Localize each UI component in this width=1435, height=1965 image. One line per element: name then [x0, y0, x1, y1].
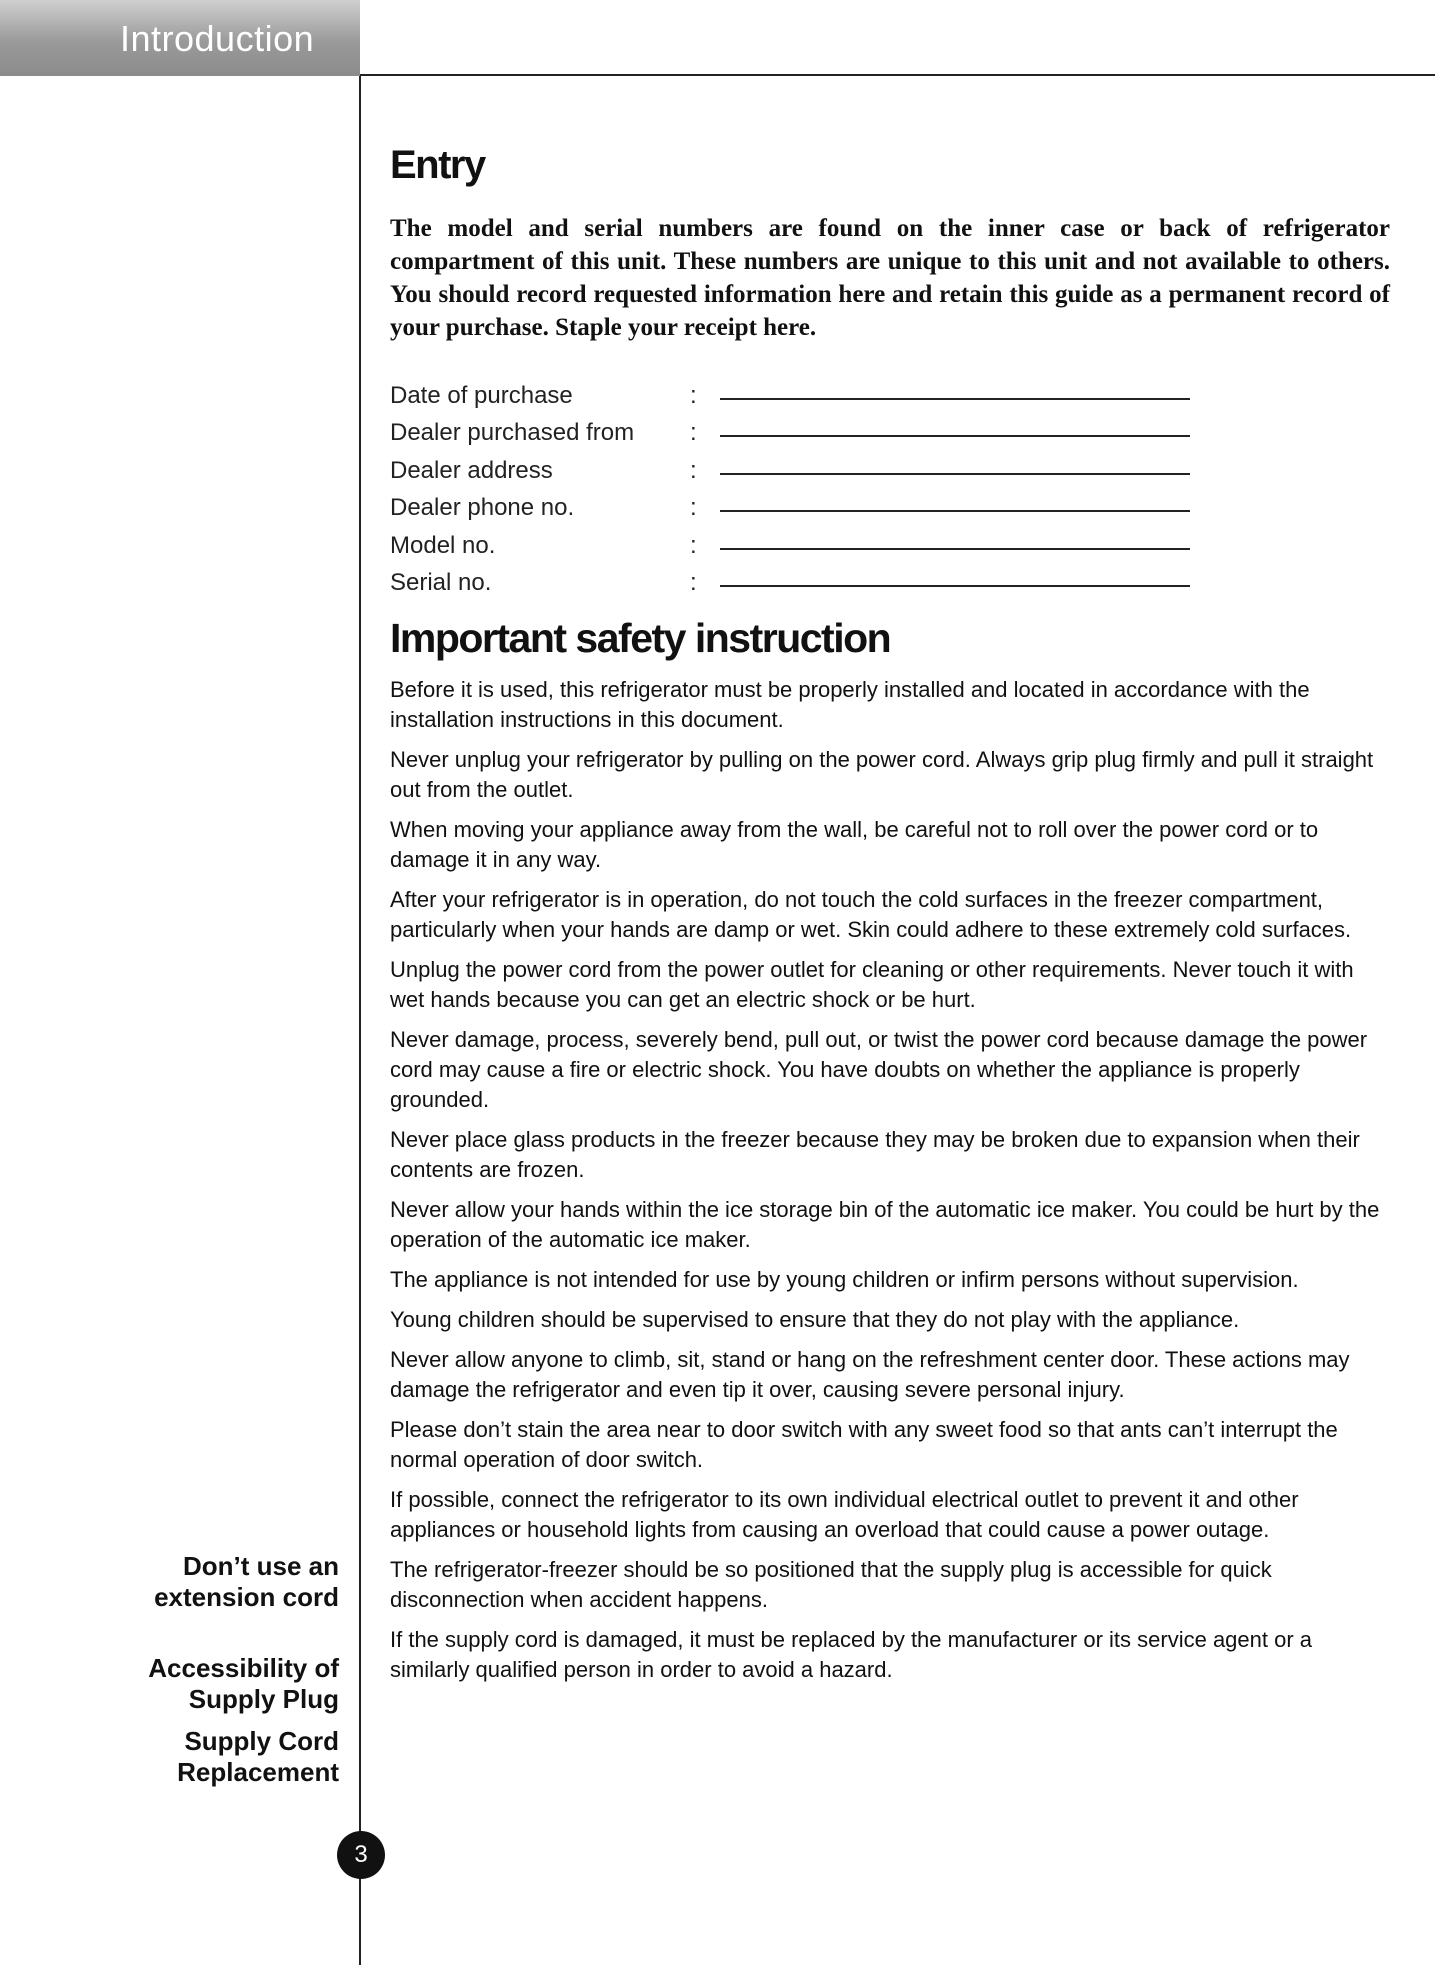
form-row	[390, 560, 1390, 598]
sidenote-line: Supply Plug	[188, 1684, 339, 1714]
field-colon: :	[690, 381, 697, 409]
sidenote-line: Don’t use an	[182, 1551, 339, 1581]
safety-paragraph-extension-cord: If possible, connect the refrigerator to its own individual electrical outlet to prevent it and other appliances or household lights from causing an overload that could cause a power outage.	[390, 1487, 1299, 1542]
field-colon: :	[690, 494, 697, 521]
field-label: Dealer purchased from	[390, 419, 635, 446]
form-row	[390, 485, 1390, 523]
section-tab-label: Introduction	[120, 18, 315, 59]
safety-paragraph: The appliance is not intended for use by young children or infirm persons without supervision.	[390, 1267, 1299, 1292]
sidenote-extension-cord	[154, 1551, 339, 1613]
dealer-phone-line[interactable]	[720, 490, 1190, 512]
sidenote-line: Replacement	[177, 1757, 339, 1787]
field-colon: :	[690, 531, 697, 559]
sidenote-line: extension cord	[154, 1582, 339, 1612]
dealer-address-line[interactable]	[720, 453, 1190, 475]
safety-paragraph: Young children should be supervised to ensure that they do not play with the appliance.	[390, 1307, 1240, 1332]
field-label: Dealer phone no.	[390, 494, 575, 521]
form-row	[390, 372, 1390, 410]
main-content	[390, 130, 1390, 1695]
page-number: 3	[337, 1831, 385, 1879]
sidenote-supply-plug	[148, 1653, 339, 1715]
field-label: Model no.	[390, 531, 496, 559]
safety-paragraph: Never place glass products in the freezer because they may be broken due to expansion when their contents are frozen.	[390, 1127, 1360, 1182]
safety-paragraph: Never unplug your refrigerator by pulling on the power cord. Always grip plug firmly and pull it straight out from the outlet.	[390, 747, 1374, 802]
form-row	[390, 447, 1390, 485]
serial-no-line[interactable]	[720, 565, 1190, 587]
field-label: Serial no.	[390, 569, 492, 596]
sidenote-line: Accessibility of	[148, 1653, 339, 1683]
form-row	[390, 522, 1390, 560]
purchase-record-form	[390, 372, 1390, 597]
safety-paragraph: When moving your appliance away from the wall, be careful not to roll over the power cord or to damage it in any way.	[390, 817, 1319, 872]
margin-rule	[359, 76, 361, 1965]
safety-paragraph-supply-plug: The refrigerator-freezer should be so positioned that the supply plug is accessible for quick disconnection when accident happens.	[390, 1557, 1272, 1612]
field-label: Dealer address	[390, 456, 553, 484]
section-tab	[0, 0, 360, 76]
field-colon: :	[690, 419, 697, 446]
sidenote-supply-cord	[177, 1726, 339, 1788]
header-rule	[360, 74, 1435, 76]
dealer-purchased-from-line[interactable]	[720, 415, 1190, 437]
safety-paragraph: Never allow anyone to climb, sit, stand or hang on the refreshment center door. These actions may damage the refrigerator and even tip it over, causing severe personal injury.	[390, 1347, 1350, 1402]
field-colon: :	[690, 456, 697, 484]
safety-paragraph: Unplug the power cord from the power outlet for cleaning or other requirements. Never touch it with wet hands because you can get an electric shock or be hurt.	[390, 957, 1354, 1012]
sidenote-line: Supply Cord	[184, 1726, 339, 1756]
model-no-line[interactable]	[720, 528, 1190, 550]
entry-title: Entry	[390, 143, 485, 187]
safety-paragraph: Before it is used, this refrigerator must be properly installed and located in accordance with the installation instructions in this document.	[390, 677, 1310, 732]
safety-paragraph: Never damage, process, severely bend, pull out, or twist the power cord because damage the power cord may cause a fire or electric shock. You have doubts on whether the appliance is properly grounded.	[390, 1027, 1368, 1112]
safety-paragraph-supply-cord: If the supply cord is damaged, it must be replaced by the manufacturer or its service agent or a similarly qualified person in order to avoid a hazard.	[390, 1627, 1313, 1682]
field-label: Date of purchase	[390, 381, 573, 409]
safety-paragraph: After your refrigerator is in operation, do not touch the cold surfaces in the freezer compartment, particularly when your hands are damp or wet. Skin could adhere to these extremely cold surfaces.	[390, 887, 1352, 942]
date-of-purchase-line[interactable]	[720, 378, 1190, 400]
entry-intro: The model and serial numbers are found on the inner case or back of refrigerator compartment of this unit. These numbers are unique to this unit and not available to others. You should record requested information here and retain this guide as a permanent record of your purchase. Staple your receipt here.	[390, 215, 1390, 341]
safety-paragraph: Never allow your hands within the ice storage bin of the automatic ice maker. You could be hurt by the operation of the automatic ice maker.	[390, 1197, 1380, 1252]
safety-paragraph: Please don’t stain the area near to door switch with any sweet food so that ants can’t interrupt the normal operation of door switch.	[390, 1417, 1338, 1472]
field-colon: :	[690, 569, 697, 596]
form-row	[390, 410, 1390, 448]
safety-title: Important safety instruction	[390, 615, 891, 661]
